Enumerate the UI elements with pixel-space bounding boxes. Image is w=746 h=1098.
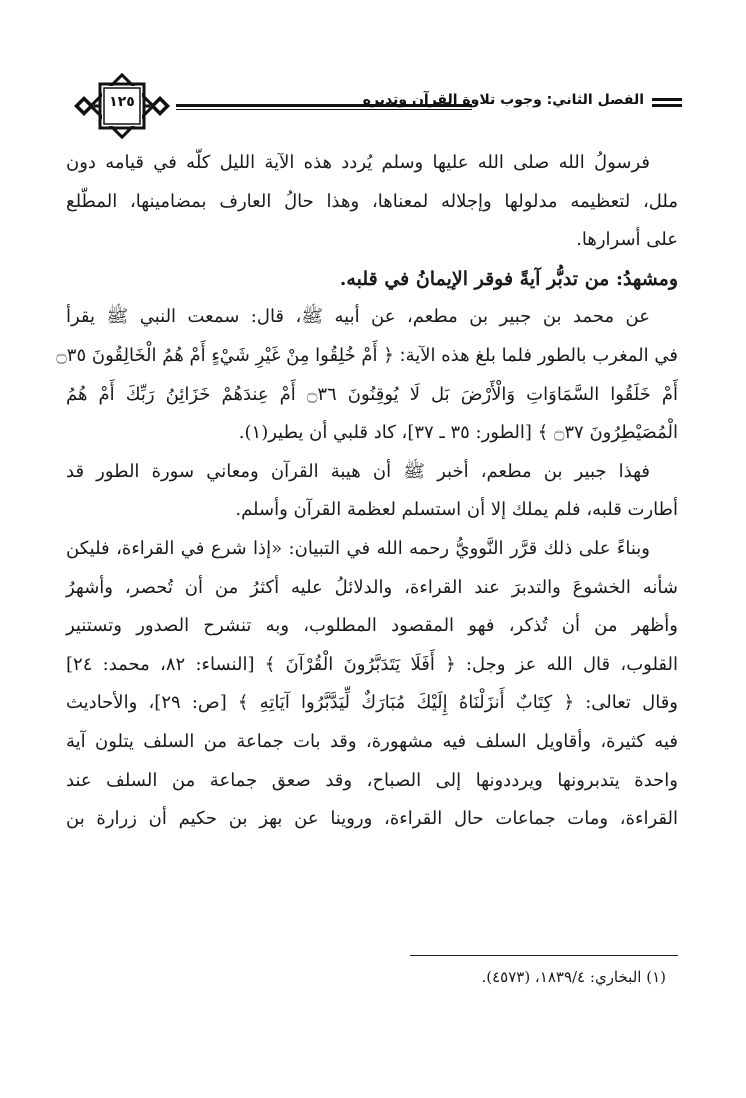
text-line: القراءة، ومات جماعات حال القراءة، وروينا عن بهز بن حكيم أن زرارة بن [66, 808, 678, 830]
text-line: على أسرارها. [576, 229, 678, 251]
text-line: وبناءً على ذلك قرَّر النَّوويُّ رحمه الله في التبيان: «إذا شرع في القراءة، فليكن [66, 537, 650, 559]
text-line-verse: الْمُصَيْطِرُونَ ۝٣٧ ﴾ [الطور: ٣٥ ـ ٣٧]، كاد قلبي أن يطير(١). [238, 422, 678, 444]
header-rule-thin [176, 109, 472, 110]
section-heading: ومشهدُ: من تدبُّر آيةً فوقر الإيمانُ في قلبه. [339, 267, 678, 290]
text-line: عن محمد بن جبير بن مطعم، عن أبيه ﷺ، قال: سمعت النبي ﷺ يقرأ [66, 306, 650, 328]
text-line-verse: وقال تعالى: ﴿ كِتَابٌ أَنزَلْنَاهُ إِلَيْكَ مُبَارَكٌ لِّيَدَّبَّرُوا آيَاتِهِ ﴾ [ص: ٢٩]، والأحاديث [66, 692, 678, 714]
text-line-verse: في المغرب بالطور فلما بلغ هذه الآية: ﴿ أَمْ خُلِقُوا مِنْ غَيْرِ شَيْءٍ أَمْ هُمُ الْخَالِقُونَ ۝٣٥ [56, 344, 678, 366]
body-text [56, 144, 678, 839]
page-header [72, 78, 682, 134]
text-line: وأظهر من أن تُذكر، فهو المقصود المطلوب، وبه تنشرح الصدور وتستنير [66, 615, 678, 637]
text-line-verse: أَمْ خَلَقُوا السَّمَاوَاتِ وَالْأَرْضَ بَل لَا يُوقِنُونَ ۝٣٦ أَمْ عِندَهُمْ خَزَائِنُ رَبِّكَ أَمْ هُمُ [66, 383, 678, 405]
text-line: ملل، لتعظيمه مدلولها وإجلاله لمعناها، وهذا حالُ العارف بمضامينها، المطّلع [66, 190, 678, 212]
chapter-title: الفصل الثاني: وجوب تلاوة القرآن وتدبره [362, 92, 644, 108]
text-line-verse: القلوب، قال الله عز وجل: ﴿ أَفَلَا يَتَدَبَّرُونَ الْقُرْآنَ ﴾ [النساء: ٨٢، محمد: ٢٤] [66, 653, 678, 675]
text-line: واحدة يتدبرونها ويرددونها إلى الصباح، وقد صعق جماعة من السلف عند [66, 769, 678, 791]
header-mark [652, 98, 682, 110]
page-number: ١٢٥ [109, 94, 135, 110]
footnote-separator [410, 955, 678, 956]
text-line: فهذا جبير بن مطعم، أخبر ﷺ أن هيبة القرآن ومعاني سورة الطور قد [66, 460, 650, 482]
footnote: (١) البخاري: ١٨٣٩/٤، (٤٥٧٣). [481, 968, 666, 986]
text-line: فرسولُ الله صلى الله عليها وسلم يُردد هذه الآية الليل كلّه في قيامه دون [66, 152, 650, 173]
text-line: فيه كثيرة، وأقاويل السلف فيه مشهورة، وقد بات جماعة من السلف يتلون آية [66, 730, 678, 752]
text-line: أطارت قلبه، فلم يملك إلا أن استسلم لعظمة القرآن وأسلم. [235, 499, 678, 521]
text-line: شأنه الخشوعَ والتدبرَ عند القراءة، والدلائلُ عليه أكثرُ من أن تُحصر، وأشهرُ [66, 576, 678, 598]
